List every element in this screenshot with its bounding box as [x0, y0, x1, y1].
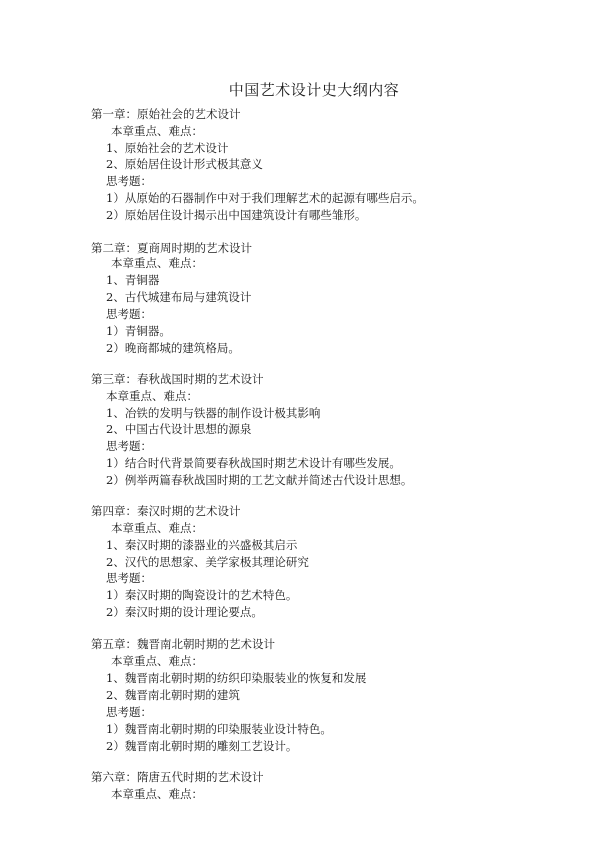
chapter-6-heading: 第六章：隋唐五代时期的艺术设计 — [91, 770, 264, 784]
chapter-3-heading: 第三章：春秋战国时期的艺术设计 — [91, 372, 264, 386]
chapter-1-question-1: 1）从原始的石器制作中对于我们理解艺术的起源有哪些启示。 — [106, 191, 424, 205]
chapter-4-heading: 第四章：秦汉时期的艺术设计 — [91, 504, 241, 518]
chapter-3-think-label: 思考题： — [106, 439, 152, 453]
chapter-4-key-point-2: 2、汉代的思想家、美学家极其理论研究 — [106, 555, 309, 569]
chapter-4-question-1: 1）秦汉时期的陶瓷设计的艺术特色。 — [106, 588, 298, 602]
chapter-3-key-point-2: 2、中国古代设计思想的源泉 — [106, 422, 252, 436]
chapter-3-question-2: 2）例举两篇春秋战国时期的工艺文献并简述古代设计思想。 — [106, 473, 413, 487]
chapter-5-heading: 第五章：魏晋南北朝时期的艺术设计 — [91, 637, 275, 651]
chapter-1-question-2: 2）原始居住设计揭示出中国建筑设计有哪些雏形。 — [106, 208, 367, 222]
chapter-3-question-1: 1）结合时代背景简要春秋战国时期艺术设计有哪些发展。 — [106, 456, 401, 470]
chapter-5-think-label: 思考题： — [106, 705, 152, 719]
chapter-2-question-1: 1）青铜器。 — [106, 324, 171, 338]
chapter-1-key-label: 本章重点、难点： — [111, 124, 203, 138]
chapter-4-think-label: 思考题： — [106, 571, 152, 585]
chapter-1-key-point-2: 2、原始居住设计形式极其意义 — [106, 157, 263, 171]
chapter-2-question-2: 2）晚商都城的建筑格局。 — [106, 341, 240, 355]
chapter-5-key-point-2: 2、魏晋南北朝时期的建筑 — [106, 688, 240, 702]
chapter-4-question-2: 2）秦汉时期的设计理论要点。 — [106, 605, 263, 619]
page-title: 中国艺术设计史大纲内容 — [228, 81, 400, 99]
chapter-5-key-point-1: 1、魏晋南北朝时期的纺织印染服装业的恢复和发展 — [106, 671, 367, 685]
chapter-1-key-point-1: 1、原始社会的艺术设计 — [106, 141, 229, 155]
chapter-2-key-point-2: 2、古代城建布局与建筑设计 — [106, 290, 252, 304]
chapter-4-key-label: 本章重点、难点： — [111, 521, 203, 535]
chapter-6-key-label: 本章重点、难点： — [111, 787, 203, 801]
chapter-3-key-label: 本章重点、难点： — [106, 389, 198, 403]
chapter-4-key-point-1: 1、秦汉时期的漆器业的兴盛极其启示 — [106, 538, 298, 552]
chapter-3-key-point-1: 1、冶铁的发明与铁器的制作设计极其影响 — [106, 406, 321, 420]
chapter-2-think-label: 思考题： — [106, 307, 152, 321]
chapter-5-question-1: 1）魏晋南北朝时期的印染服装业设计特色。 — [106, 722, 332, 736]
chapter-2-key-label: 本章重点、难点： — [111, 256, 203, 270]
chapter-1-think-label: 思考题： — [106, 174, 152, 188]
chapter-2-key-point-1: 1、青铜器 — [106, 273, 160, 287]
chapter-5-key-label: 本章重点、难点： — [111, 654, 203, 668]
chapter-2-heading: 第二章：夏商周时期的艺术设计 — [91, 241, 252, 255]
chapter-1-heading: 第一章：原始社会的艺术设计 — [91, 107, 241, 121]
chapter-5-question-2: 2）魏晋南北朝时期的雕刻工艺设计。 — [106, 739, 298, 753]
